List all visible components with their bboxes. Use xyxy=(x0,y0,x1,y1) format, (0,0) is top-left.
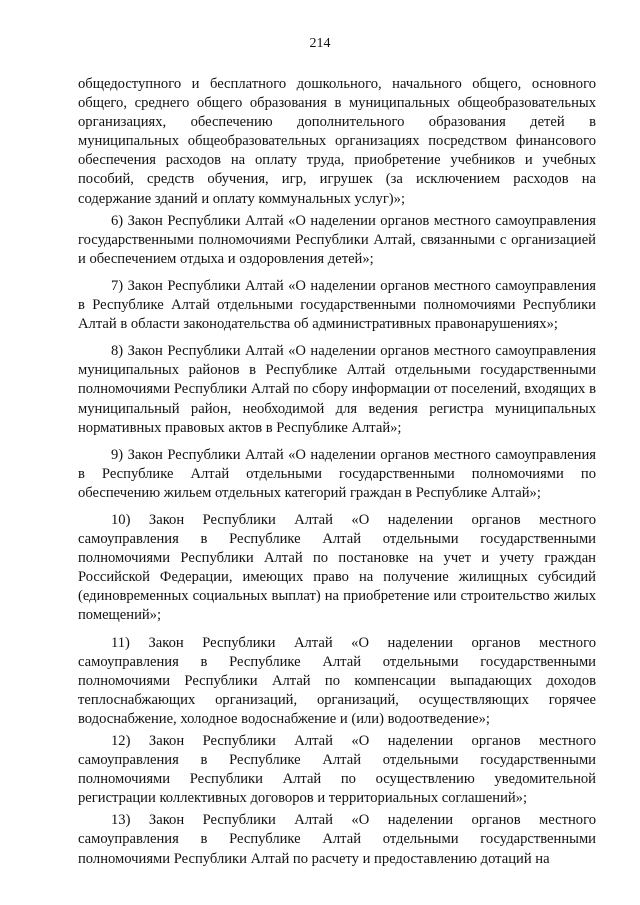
list-item-9: 9) Закон Республики Алтай «О наделении органов местного самоуправления в Республике Алтай отдельными государственными полномочиями по обеспечению жильем отдельных категорий граждан в Республике Алтай»; xyxy=(78,446,596,501)
list-item-12: 12) Закон Республики Алтай «О наделении органов местного самоуправления в Республике Алтай отдельными государственными полномочиями Республики Алтай по осуществлению уведомительной регистрации коллективных договоров и территориальных соглашений»; xyxy=(78,733,596,807)
list-item-8: 8) Закон Республики Алтай «О наделении органов местного самоуправления муниципальных районов в Республике Алтай отдельными государственными полномочиями Республики Алтай по сбору информации от поселений, входящих в муниципальный район, необходимой для ведения регистра муниципальных нормативных правовых актов в Республике Алтай»; xyxy=(78,343,596,436)
document-body xyxy=(78,75,596,869)
list-item-6: 6) Закон Республики Алтай «О наделении органов местного самоуправления государственными полномочиями Республики Алтай, связанными с организацией и обеспечением отдыха и оздоровления детей»; xyxy=(78,212,596,267)
paragraph-continuation: общедоступного и бесплатного дошкольного, начального общего, основного общего, среднего общего образования в муниципальных общеобразовательных организациях, обеспечению дополнительного образования детей в муниципальных общеобразовательных организациях посредством финансового обеспечения расходов на оплату труда, приобретение учебников и учебных пособий, средств обучения, игр, игрушек (за исключением расходов на содержание зданий и оплату коммунальных услуг)»; xyxy=(78,76,596,207)
list-item-11: 11) Закон Республики Алтай «О наделении органов местного самоуправления в Республике Алтай отдельными государственными полномочиями Республики Алтай по компенсации выпадающих доходов теплоснабжающих организаций, организаций, осуществляющих горячее водоснабжение, холодное водоснабжение и (или) водоотведение»; xyxy=(78,634,596,727)
list-item-13: 13) Закон Республики Алтай «О наделении органов местного самоуправления в Республике Алтай отдельными государственными полномочиями Республики Алтай по расчету и предоставлению дотаций на xyxy=(78,812,596,867)
page-number: 214 xyxy=(309,36,331,51)
list-item-10: 10) Закон Республики Алтай «О наделении органов местного самоуправления в Республике Алтай отдельными государственными полномочиями Республики Алтай по постановке на учет и учету граждан Российской Федерации, имеющих право на получение жилищных субсидий (единовременных социальных выплат) на приобретение или строительство жилых помещений»; xyxy=(78,511,596,624)
list-item-7: 7) Закон Республики Алтай «О наделении органов местного самоуправления в Республике Алтай отдельными государственными полномочиями Республики Алтай в области законодательства об административных правонарушениях»; xyxy=(78,277,596,333)
